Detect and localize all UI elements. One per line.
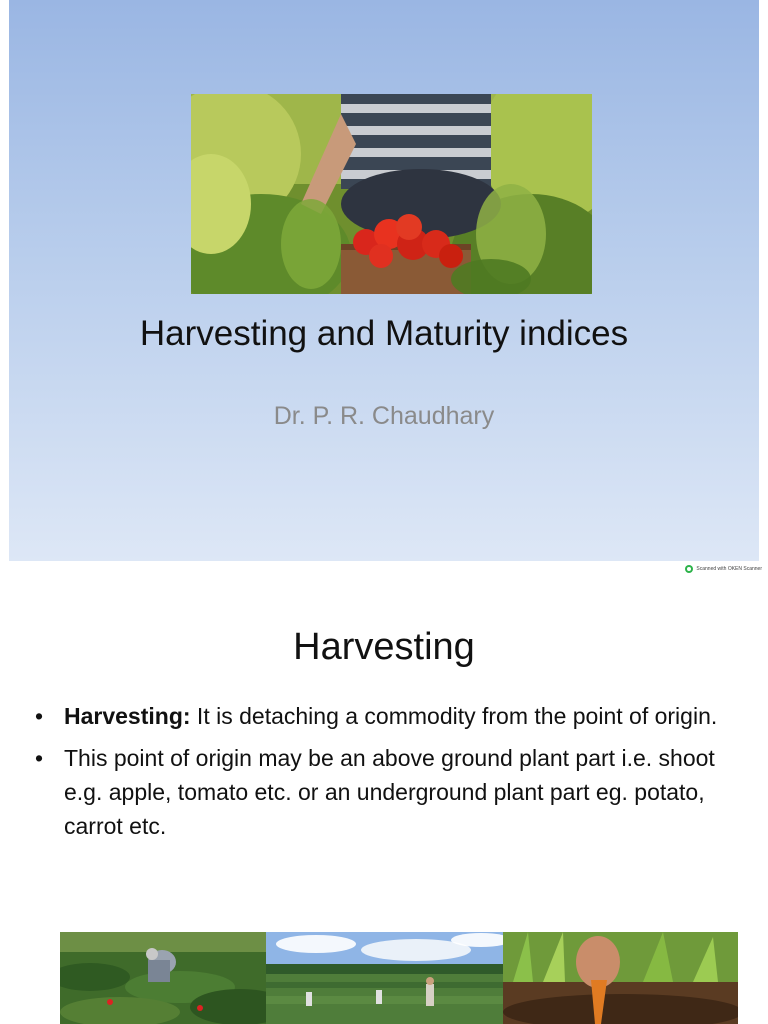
scanner-watermark-text: Scanned with OKEN Scanner — [696, 566, 762, 572]
bullet-term: Harvesting: — [64, 703, 191, 729]
bullet-item — [35, 741, 735, 843]
photo-strip — [60, 932, 738, 1024]
title-slide — [9, 0, 759, 561]
hero-photo-harvest — [191, 94, 592, 294]
slide-title: Harvesting — [293, 626, 475, 668]
bullet-text: This point of origin may be an above ground plant part i.e. shoot e.g. apple, tomato etc. or an underground plant part eg. potato, carrot etc. — [64, 745, 715, 839]
photo-strawberry-field — [60, 932, 266, 1024]
bullet-item — [35, 699, 735, 733]
bullet-list — [35, 699, 735, 851]
harvesting-slide — [9, 576, 759, 1024]
presentation-title: Harvesting and Maturity indices — [139, 314, 629, 353]
bullet-text: It is detaching a commodity from the point of origin. — [190, 703, 718, 729]
scanner-watermark — [685, 564, 762, 574]
scanner-logo-icon — [685, 565, 693, 573]
presentation-author: Dr. P. R. Chaudhary — [273, 402, 495, 430]
photo-open-field-workers — [266, 932, 503, 1024]
photo-carrot-pull — [503, 932, 738, 1024]
